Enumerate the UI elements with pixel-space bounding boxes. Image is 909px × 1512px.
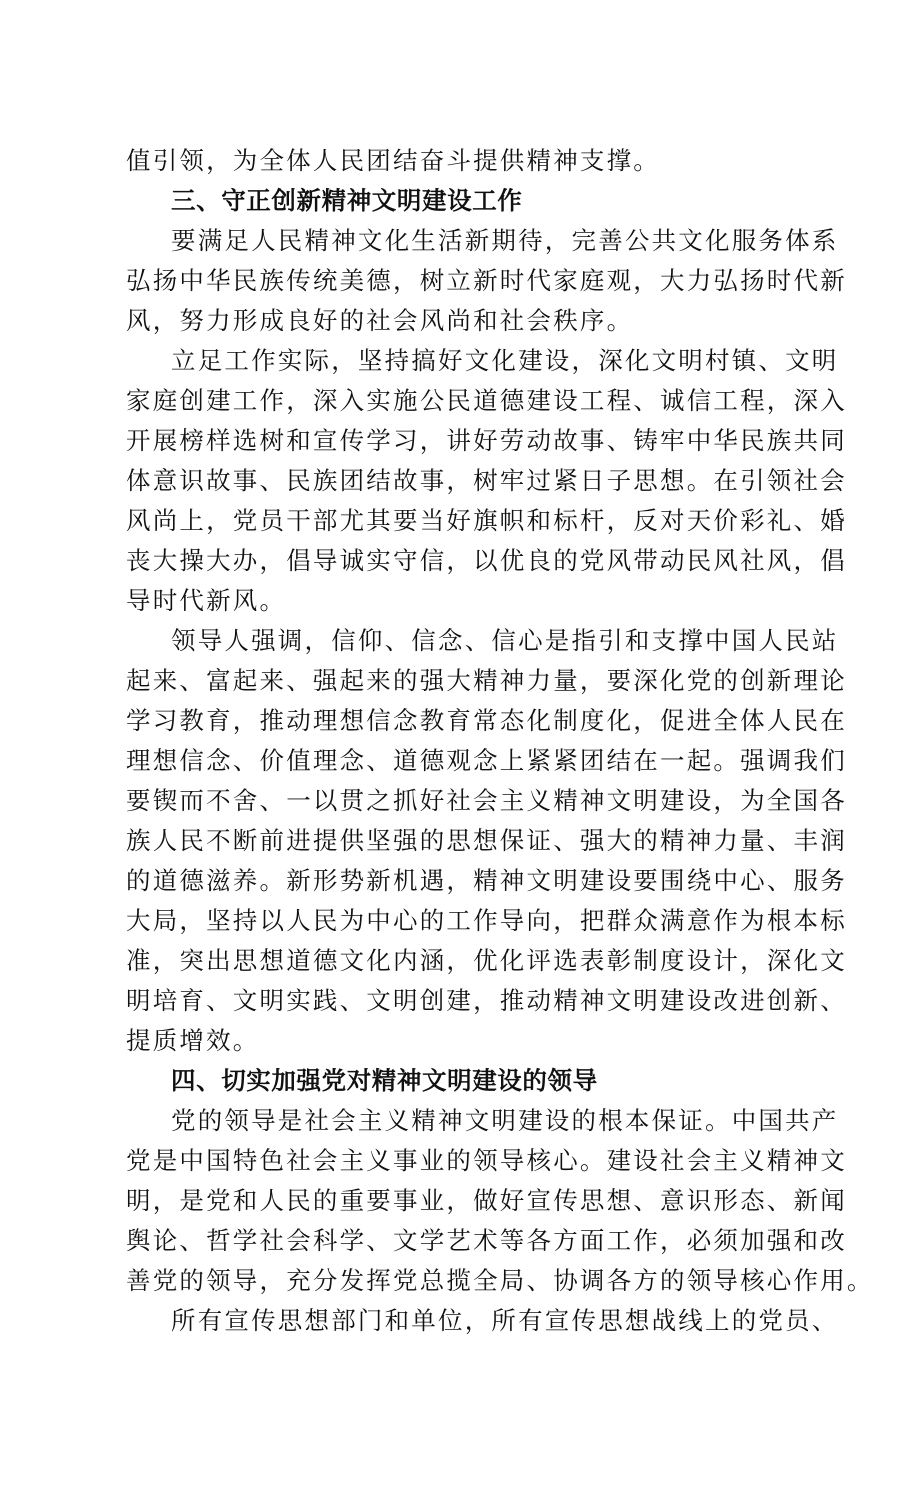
text-line: 明，是党和人民的重要事业，做好宣传思想、意识形态、新闻: [126, 1186, 847, 1215]
footer-banner: [0, 1472, 909, 1512]
text-line: 明培育、文明实践、文明创建，推动精神文明建设改进创新、: [126, 986, 847, 1015]
text-line: 大局，坚持以人民为中心的工作导向，把群众满意作为根本标: [126, 906, 847, 935]
text-line: 丧大操大办，倡导诚实守信，以优良的党风带动民风社风，倡: [126, 546, 847, 575]
text-line: 学习教育，推动理想信念教育常态化制度化，促进全体人民在: [126, 706, 847, 735]
text-line: 起来、富起来、强起来的强大精神力量，要深化党的创新理论: [126, 666, 847, 695]
text-line: 的道德滋养。新形势新机遇，精神文明建设要围绕中心、服务: [126, 866, 847, 895]
text-line: 导时代新风。: [126, 586, 287, 615]
text-line: 体意识故事、民族团结故事，树牢过紧日子思想。在引领社会: [126, 466, 847, 495]
text-line: 准，突出思想道德文化内涵，优化评选表彰制度设计，深化文: [126, 946, 847, 975]
text-line: 提质增效。: [126, 1026, 260, 1055]
text-line: 舆论、哲学社会科学、文学艺术等各方面工作，必须加强和改: [126, 1226, 847, 1255]
paragraph-first-line: 党的领导是社会主义精神文明建设的根本保证。中国共产: [171, 1106, 839, 1135]
text-line: 风，努力形成良好的社会风尚和社会秩序。: [126, 306, 634, 335]
text-line: 家庭创建工作，深入实施公民道德建设工程、诚信工程，深入: [126, 386, 847, 415]
text-line: 开展榜样选树和宣传学习，讲好劳动故事、铸牢中华民族共同: [126, 426, 847, 455]
paragraph-first-line: 领导人强调，信仰、信念、信心是指引和支撑中国人民站: [171, 626, 839, 655]
text-line: 族人民不断前进提供坚强的思想保证、强大的精神力量、丰润: [126, 826, 847, 855]
paragraph-first-line: 立足工作实际，坚持搞好文化建设，深化文明村镇、文明: [171, 346, 839, 375]
section-heading: 四、切实加强党对精神文明建设的领导: [171, 1066, 598, 1095]
paragraph-first-line: 所有宣传思想部门和单位，所有宣传思想战线上的党员、: [171, 1306, 839, 1335]
text-line: 党是中国特色社会主义事业的领导核心。建设社会主义精神文: [126, 1146, 847, 1175]
text-line: 弘扬中华民族传统美德，树立新时代家庭观，大力弘扬时代新: [126, 266, 847, 295]
text-line: 善党的领导，充分发挥党总揽全局、协调各方的领导核心作用。: [126, 1266, 874, 1295]
text-line: 要锲而不舍、一以贯之抓好社会主义精神文明建设，为全国各: [126, 786, 847, 815]
text-line: 值引领，为全体人民团结奋斗提供精神支撑。: [126, 146, 660, 175]
text-line: 风尚上，党员干部尤其要当好旗帜和标杆，反对天价彩礼、婚: [126, 506, 847, 535]
text-line: 理想信念、价值理念、道德观念上紧紧团结在一起。强调我们: [126, 746, 847, 775]
section-heading: 三、守正创新精神文明建设工作: [171, 186, 523, 215]
paragraph-first-line: 要满足人民精神文化生活新期待，完善公共文化服务体系: [171, 226, 839, 255]
